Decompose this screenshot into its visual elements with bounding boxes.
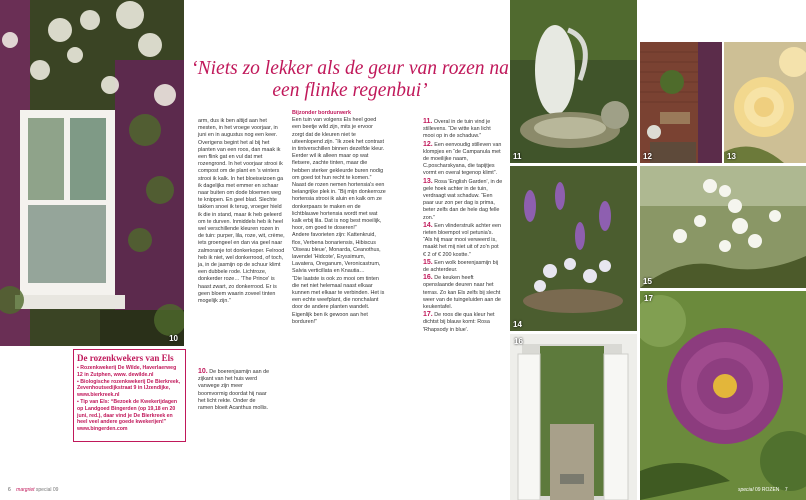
caption-number: 16. xyxy=(423,274,433,282)
photo-number: 12 xyxy=(643,152,652,161)
caption-number: 17. xyxy=(423,311,433,319)
photo-12-graphic xyxy=(640,42,722,163)
article-paragraph: Andere favorieten zijn: Kattenkruid, flox, Verbena bonariensis, Hibiscus 'Oiseau bleue', Monarda, Ceanothus, lavendel 'Hidcote', Eryssimum, Lavatera, Oreganum, Veronicastrum, Salvia verticillata en Knautia… xyxy=(292,232,381,275)
caption-text: Rosa 'English Garden', in de gele hoek achter in de tuin, verdraagt wat schaduw. “Een paar uur zon per dag is prima, beter zelfs dan de hele dag felle zon.” xyxy=(423,178,503,221)
photo-13-graphic xyxy=(724,42,806,163)
caption-number: 15. xyxy=(423,258,433,266)
photo-number: 13 xyxy=(727,152,736,161)
box-line: ▪ Rozenkwekerij De Wilde, Haverlaerweg 12 in Zutphen, www. dewilde.nl xyxy=(77,365,177,378)
photo-yellow-rose xyxy=(724,42,806,163)
caption-number: 11. xyxy=(423,118,433,125)
footer-suffix: 09 ROZEN xyxy=(754,487,780,493)
photo-number: 14 xyxy=(513,320,522,329)
photo-number: 17 xyxy=(644,294,653,303)
caption-number: 10. xyxy=(198,368,208,375)
photo-number: 11 xyxy=(513,152,522,161)
photo-butterfly-bush-petunias xyxy=(510,166,637,331)
caption-10 xyxy=(198,368,270,412)
photo-white-mockorange xyxy=(640,166,806,288)
photo-14-graphic xyxy=(510,166,637,331)
article-paragraph: “Die laatste is ook zo mooi om tinten die net niet helemaal naast elkaar kunnen met elkaar te verbinden. Het is een echte weefplant, die nonchalant door de andere planten wandelt. Eigenlijk ben ik gewoon aan het borduren!” xyxy=(292,275,385,325)
nursery-info-box xyxy=(73,349,186,442)
caption-text: Een eenvoudig stilleven van klompjes en “de Campanula met de moeilijke naam, C.poscharskyana, die tapijtjes vormt en overal tegenop klimt”. xyxy=(423,141,502,177)
captions-column xyxy=(423,118,503,334)
article-paragraph: Een tuin van volgens Els heel goed een beetje wild zijn, mits je ervoor zorgt dat de kleuren niet te uiteenlopend zijn. “Ik zoek het contrast in tintverschillen binnen dezelfde kleur. Eerder wil ik alleen maar op wat fletsere, zachte tinten, maar die hebben sterker gekleurde buren nodig om goed tot hun recht te komen.” Naast de rozen nemen hortensia's een belangrijke plek in. “Bij mijn donkerroze hortensia strooi ik aluin en kalk om ze donkerpaars te maken en de lichtblauwe hortensia wordt met wat kalk erbij lila. Dat is nog best moeilijk, hoor, om goed te doseren!” xyxy=(292,117,386,232)
photo-brick-wall-door xyxy=(640,42,722,163)
box-line: ▪ Biologische rozenkwekerij De Bierkreek, Zevenhoutsedijkstraat 9 in IJzendijke, www.bierkreek.nl xyxy=(77,378,181,399)
photo-number: 10 xyxy=(169,334,178,343)
photo-number: 16 xyxy=(514,337,523,346)
photo-17-graphic xyxy=(640,291,806,500)
caption-number: 14. xyxy=(423,221,433,229)
photo-white-jug xyxy=(510,0,637,163)
photo-10-graphic xyxy=(0,0,184,346)
caption-text: Overal in de tuin vind je stillevens. “De witte kan licht mooi op in de schaduw.” xyxy=(423,119,491,140)
photo-number: 15 xyxy=(643,277,652,286)
section-subhead: Bijzonder borduurwerk xyxy=(292,110,352,116)
caption-number: 12. xyxy=(423,140,433,148)
article-column-2 xyxy=(292,110,386,326)
caption-text: De roos die qua kleur het dichtst bij blauw komt: Rosa 'Rhapsody in blue'. xyxy=(423,312,495,333)
page-number: 7 xyxy=(784,487,788,493)
pull-quote: ‘Niets zo lekker als de geur van rozen na een flinke regenbui’ xyxy=(191,58,509,101)
box-title: De rozenkwekers van Els xyxy=(77,353,174,363)
footer-right xyxy=(738,487,792,493)
caption-number: 13. xyxy=(423,177,433,185)
photo-16-graphic xyxy=(510,334,637,500)
brand-name: margriet xyxy=(16,487,35,493)
footer-suffix: special 09 xyxy=(35,487,59,493)
photo-house-window xyxy=(0,0,184,346)
photo-11-graphic xyxy=(510,0,637,163)
page-number: 6 xyxy=(8,487,11,493)
photo-15-graphic xyxy=(640,166,806,288)
article-text: arm, dus ik ben altijd aan het mesten, in het vroege voorjaar, in juni en in augustus nog een keer. Overigens begint het al bij het planten van een roos, dan maak ik een flink gat en vul dat met rozengrond. In het voorjaar strooi ik compost om de plant en 's winters strooi ik kalk. In het bloeiseizoen ga ik dagelijks met emmer en schaar naar buiten om dode bloemen weg te knippen. En geel blad. Slechte takken snoei ik terug, vroeger hield ik die in stand, maar ik heb geleerd om te durven. Inmiddels heb ik heel wel verschillende kleuren rozen in de tuin: purper, lila, roze, wit, crème, iets groengeel en dan via geel naar zalmoranje tot donkerkoper. Felrood heb ik niet, wel donkerrood, of toch, ja, in de jasmijn op de schuur klimt een dubbele rode. Lichtroze, donkerder roze… 'The Prince' is haast zwart, zo donkerrood. Er is geen bloem waarin zoveel tinten mogelijk zijn.” xyxy=(198,118,285,305)
brand-name: special xyxy=(738,487,754,493)
caption-text: Een wolk boerenjasmijn bij de achterdeur. xyxy=(423,259,499,274)
footer-left xyxy=(8,487,58,493)
photo-kitchen-doors xyxy=(510,334,637,500)
caption-text: De keuken heeft openslaande deuren naar het terras. Zo kan Els zelfs bij slecht weer van de tuingeluiden aan de keukentafel. xyxy=(423,275,501,311)
caption-text: De boerenjasmijn aan de zijkant van het huis werd vanwege zijn meer boomvormig doordat hij naar het licht rekte. Onder de ramen bloeit Acanthus mollis. xyxy=(198,369,270,412)
photo-blue-rose xyxy=(640,291,806,500)
box-line: ▪ Tip van Els: “Bezoek de Kwekerijdagen op Landgoed Bingerden (op 19,18 en 20 juni, red.), daar vind je De Bierkreek en heel veel andere goede kwekerijen!” www.bingerden.com xyxy=(77,398,178,433)
caption-text: Een vlinderstruik achter een rieten bloempot vol petunia's. “Als hij maar mooi verweerd is, maakt het mij niet uit of zo'n pot € 2 of € 200 kostte.” xyxy=(423,222,502,258)
article-column-1 xyxy=(198,118,286,305)
